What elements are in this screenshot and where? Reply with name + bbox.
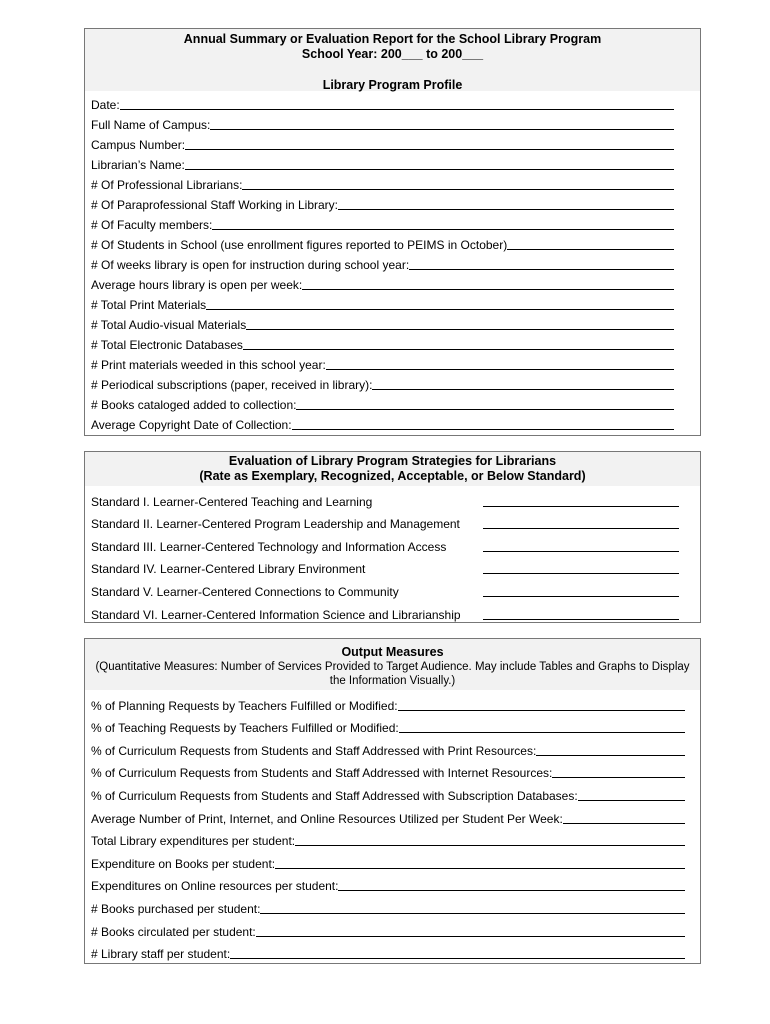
profile-field-row bbox=[91, 112, 674, 132]
profile-field-row-blank-line[interactable] bbox=[302, 289, 674, 290]
profile-field-row-label: # Books cataloged added to collection: bbox=[91, 398, 297, 412]
output-field-row-blank-line[interactable] bbox=[275, 868, 685, 869]
strategies-section bbox=[84, 451, 701, 623]
output-subtitle: (Quantitative Measures: Number of Services Provided to Target Audience. May include Tables and Graphs to Display the Information Visually.) bbox=[95, 661, 690, 687]
output-fields bbox=[85, 690, 700, 961]
profile-field-row bbox=[91, 252, 674, 272]
profile-field-row-blank-line[interactable] bbox=[338, 209, 674, 210]
profile-field-row bbox=[91, 132, 674, 152]
profile-field-row-blank-line[interactable] bbox=[507, 249, 674, 250]
standard-row-label: Standard V. Learner-Centered Connections to Community bbox=[91, 584, 399, 599]
profile-field-row bbox=[91, 352, 674, 372]
standard-row bbox=[91, 576, 700, 599]
profile-field-row-label: # Of weeks library is open for instruction during school year: bbox=[91, 258, 410, 272]
profile-field-row-blank-line[interactable] bbox=[292, 429, 674, 430]
standard-row-label: Standard IV. Learner-Centered Library Environment bbox=[91, 562, 366, 577]
profile-field-row-blank-line[interactable] bbox=[212, 229, 674, 230]
output-field-row-blank-line[interactable] bbox=[260, 913, 685, 914]
profile-field-row-blank-line[interactable] bbox=[246, 329, 674, 330]
standard-row bbox=[91, 531, 700, 554]
output-field-row-blank-line[interactable] bbox=[399, 732, 685, 733]
profile-field-row-blank-line[interactable] bbox=[185, 169, 674, 170]
standard-row-blank-line[interactable] bbox=[483, 551, 679, 552]
output-field-row bbox=[91, 803, 685, 826]
output-field-row-blank-line[interactable] bbox=[552, 777, 685, 778]
output-field-row-label: Total Library expenditures per student: bbox=[91, 834, 296, 849]
profile-field-row-blank-line[interactable] bbox=[120, 109, 674, 110]
output-field-row bbox=[91, 758, 685, 781]
profile-subtitle: Library Program Profile bbox=[322, 78, 463, 92]
profile-field-row-blank-line[interactable] bbox=[243, 349, 674, 350]
profile-field-row bbox=[91, 92, 674, 112]
output-field-row-label: Expenditures on Online resources per student: bbox=[91, 879, 339, 894]
profile-field-row-label: # Of Professional Librarians: bbox=[91, 178, 243, 192]
output-field-row-label: % of Teaching Requests by Teachers Fulfilled or Modified: bbox=[91, 721, 399, 736]
standard-row-blank-line[interactable] bbox=[483, 596, 679, 597]
strategies-title: Evaluation of Library Program Strategies for Librarians bbox=[228, 454, 557, 468]
profile-field-row bbox=[91, 272, 674, 292]
standard-row-blank-line[interactable] bbox=[483, 573, 679, 574]
profile-section bbox=[84, 28, 701, 436]
output-field-row bbox=[91, 780, 685, 803]
strategies-header bbox=[85, 452, 700, 486]
standard-row bbox=[91, 509, 700, 532]
profile-fields bbox=[85, 92, 700, 432]
profile-field-row bbox=[91, 372, 674, 392]
report-title: Annual Summary or Evaluation Report for the School Library Program bbox=[183, 32, 602, 46]
output-field-row-label: # Library staff per student: bbox=[91, 947, 231, 962]
profile-field-row bbox=[91, 212, 674, 232]
profile-field-row bbox=[91, 292, 674, 312]
output-header bbox=[85, 639, 700, 690]
output-field-row-blank-line[interactable] bbox=[295, 845, 685, 846]
profile-field-row bbox=[91, 192, 674, 212]
profile-field-row-label: # Total Audio-visual Materials bbox=[91, 318, 247, 332]
profile-field-row-label: Campus Number: bbox=[91, 138, 186, 152]
strategies-subtitle: (Rate as Exemplary, Recognized, Acceptable, or Below Standard) bbox=[199, 469, 586, 483]
profile-field-row-label: # Total Print Materials bbox=[91, 298, 207, 312]
output-field-row-label: % of Curriculum Requests from Students and Staff Addressed with Internet Resources: bbox=[91, 766, 553, 781]
output-field-row-blank-line[interactable] bbox=[578, 800, 685, 801]
profile-field-row-blank-line[interactable] bbox=[210, 129, 674, 130]
profile-field-row-label: Average hours library is open per week: bbox=[91, 278, 303, 292]
output-field-row-blank-line[interactable] bbox=[256, 936, 685, 937]
standard-row-blank-line[interactable] bbox=[483, 619, 679, 620]
output-field-row bbox=[91, 848, 685, 871]
profile-field-row-blank-line[interactable] bbox=[185, 149, 674, 150]
profile-field-row-blank-line[interactable] bbox=[326, 369, 674, 370]
standard-row bbox=[91, 486, 700, 509]
output-field-row-label: # Books purchased per student: bbox=[91, 901, 261, 916]
output-field-row bbox=[91, 916, 685, 939]
output-field-row-label: % of Curriculum Requests from Students and Staff Addressed with Print Resources: bbox=[91, 743, 537, 758]
profile-field-row bbox=[91, 232, 674, 252]
output-field-row bbox=[91, 871, 685, 894]
output-field-row-label: % of Curriculum Requests from Students and Staff Addressed with Subscription Databases: bbox=[91, 788, 578, 803]
profile-field-row-label: # Of Students in School (use enrollment figures reported to PEIMS in October) bbox=[91, 238, 508, 252]
profile-field-row-label: # Of Faculty members: bbox=[91, 218, 213, 232]
profile-field-row bbox=[91, 152, 674, 172]
output-title: Output Measures bbox=[341, 645, 444, 659]
output-field-row-label: # Books circulated per student: bbox=[91, 924, 256, 939]
output-field-row-blank-line[interactable] bbox=[230, 958, 685, 959]
standard-row bbox=[91, 599, 700, 622]
profile-field-row bbox=[91, 332, 674, 352]
profile-field-row-label: # Total Electronic Databases bbox=[91, 338, 243, 352]
profile-field-row-blank-line[interactable] bbox=[242, 189, 674, 190]
profile-field-row-label: Average Copyright Date of Collection: bbox=[91, 418, 292, 432]
profile-field-row-blank-line[interactable] bbox=[206, 309, 674, 310]
standard-row-label: Standard II. Learner-Centered Program Leadership and Management bbox=[91, 517, 460, 532]
output-field-row-blank-line[interactable] bbox=[563, 823, 685, 824]
profile-field-row-label: Full Name of Campus: bbox=[91, 118, 211, 132]
profile-field-row-label: # Of Paraprofessional Staff Working in Library: bbox=[91, 198, 339, 212]
standard-row-label: Standard I. Learner-Centered Teaching and Learning bbox=[91, 494, 373, 509]
output-field-row bbox=[91, 939, 685, 962]
output-field-row bbox=[91, 893, 685, 916]
school-year: School Year: 200___ to 200___ bbox=[301, 47, 484, 61]
profile-field-row-blank-line[interactable] bbox=[372, 389, 674, 390]
profile-field-row-label: Librarian’s Name: bbox=[91, 158, 185, 172]
profile-field-row bbox=[91, 392, 674, 412]
output-field-row bbox=[91, 690, 685, 713]
profile-field-row bbox=[91, 412, 674, 432]
standard-row bbox=[91, 554, 700, 577]
profile-field-row-label: Date: bbox=[91, 98, 120, 112]
profile-field-row bbox=[91, 312, 674, 332]
output-field-row-blank-line[interactable] bbox=[338, 890, 685, 891]
standard-row-label: Standard VI. Learner-Centered Information Science and Librarianship bbox=[91, 607, 461, 622]
output-field-row bbox=[91, 713, 685, 736]
profile-field-row bbox=[91, 172, 674, 192]
standard-row-label: Standard III. Learner-Centered Technology and Information Access bbox=[91, 539, 447, 554]
output-field-row bbox=[91, 826, 685, 849]
profile-header bbox=[85, 29, 700, 91]
profile-field-row-blank-line[interactable] bbox=[409, 269, 674, 270]
output-field-row-label: Average Number of Print, Internet, and Online Resources Utilized per Student Per Week: bbox=[91, 811, 563, 826]
output-field-row bbox=[91, 735, 685, 758]
profile-field-row-label: # Print materials weeded in this school year: bbox=[91, 358, 326, 372]
standards-list bbox=[85, 486, 700, 622]
profile-field-row-label: # Periodical subscriptions (paper, received in library): bbox=[91, 378, 373, 392]
output-field-row-blank-line[interactable] bbox=[536, 755, 685, 756]
standard-row-blank-line[interactable] bbox=[483, 506, 679, 507]
output-field-row-label: % of Planning Requests by Teachers Fulfilled or Modified: bbox=[91, 698, 398, 713]
standard-row-blank-line[interactable] bbox=[483, 528, 679, 529]
profile-field-row-blank-line[interactable] bbox=[296, 409, 674, 410]
output-field-row-label: Expenditure on Books per student: bbox=[91, 856, 276, 871]
output-field-row-blank-line[interactable] bbox=[398, 710, 685, 711]
output-section bbox=[84, 638, 701, 964]
